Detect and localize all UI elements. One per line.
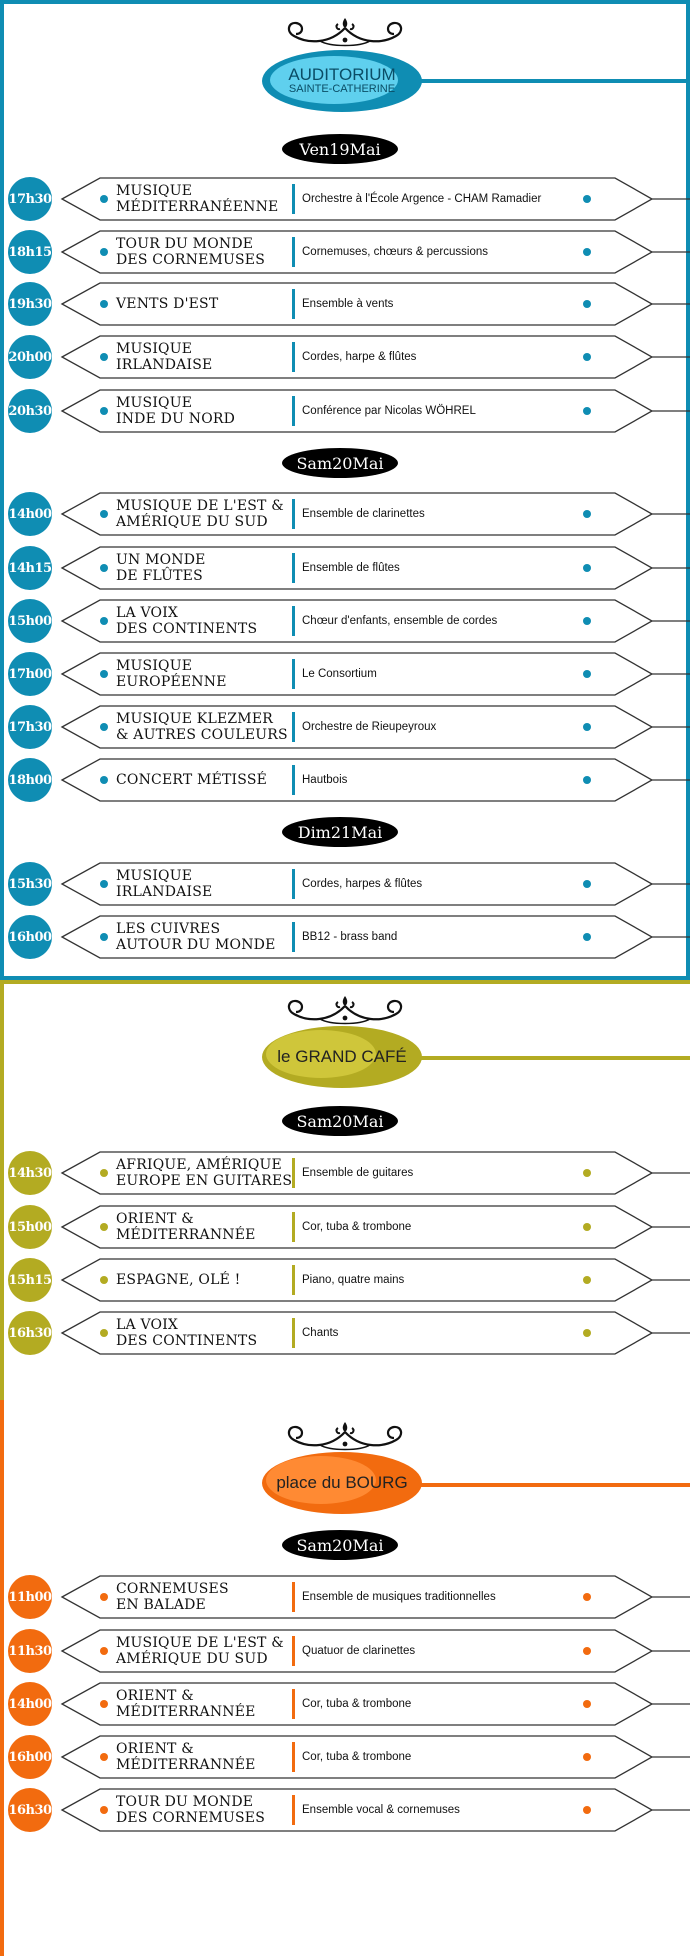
event-row [0, 1574, 690, 1620]
venue-line [380, 1056, 690, 1060]
day-label: Sam20Mai [282, 448, 398, 478]
venue-section [0, 1400, 690, 1956]
bullet-dot [100, 1169, 108, 1177]
bullet-dot [100, 407, 108, 415]
event-description: BB12 - brass band [302, 931, 398, 943]
event-title: ESPAGNE, OLÉ ! [116, 1272, 241, 1288]
event-description: Cor, tuba & trombone [302, 1221, 412, 1233]
bullet-dot [100, 617, 108, 625]
event-time: 20h30 [8, 389, 52, 433]
event-time: 15h30 [8, 862, 52, 906]
bullet-dot [583, 510, 591, 518]
event-description: Orchestre à l'École Argence - CHAM Ramadier [302, 193, 542, 205]
event-title: MUSIQUE MÉDITERRANÉENNE [116, 183, 279, 215]
separator [292, 289, 295, 319]
venue-name: AUDITORIUM [288, 65, 396, 85]
event-description: Quatuor de clarinettes [302, 1645, 416, 1657]
event-time: 15h00 [8, 599, 52, 643]
event-description: Cor, tuba & trombone [302, 1698, 412, 1710]
event-title: UN MONDE DE FLÛTES [116, 552, 206, 584]
venue-name: le GRAND CAFÉ [277, 1047, 407, 1067]
bullet-dot [100, 510, 108, 518]
separator [292, 606, 295, 636]
bullet-dot [100, 248, 108, 256]
bullet-dot [583, 617, 591, 625]
event-title: TOUR DU MONDE DES CORNEMUSES [116, 236, 266, 268]
event-row [0, 1310, 690, 1356]
event-time: 17h30 [8, 177, 52, 221]
bullet-dot [583, 564, 591, 572]
event-time: 19h30 [8, 282, 52, 326]
bullet-dot [583, 776, 591, 784]
ornament-icon [280, 992, 410, 1026]
bullet-dot [583, 1329, 591, 1337]
venue-frame [0, 1400, 4, 1956]
bullet-dot [583, 353, 591, 361]
event-time: 16h00 [8, 915, 52, 959]
bullet-dot [583, 407, 591, 415]
separator [292, 1795, 295, 1825]
event-title: AFRIQUE, AMÉRIQUE EUROPE EN GUITARES [116, 1157, 293, 1189]
event-description: Conférence par Nicolas WÖHREL [302, 405, 476, 417]
event-row [0, 229, 690, 275]
event-time: 20h00 [8, 335, 52, 379]
event-time: 14h00 [8, 1682, 52, 1726]
event-description: Chœur d'enfants, ensemble de cordes [302, 615, 498, 627]
venue-line [380, 1483, 690, 1487]
bullet-dot [100, 933, 108, 941]
separator [292, 922, 295, 952]
bullet-dot [100, 1593, 108, 1601]
bullet-dot [583, 1753, 591, 1761]
bullet-dot [100, 776, 108, 784]
separator [292, 396, 295, 426]
bullet-dot [100, 880, 108, 888]
event-row [0, 176, 690, 222]
separator [292, 765, 295, 795]
separator [292, 869, 295, 899]
bullet-dot [100, 1647, 108, 1655]
bullet-dot [583, 1593, 591, 1601]
event-row [0, 334, 690, 380]
bullet-dot [583, 1647, 591, 1655]
event-title: CONCERT MÉTISSÉ [116, 772, 268, 788]
event-title: ORIENT & MÉDITERRANNÉE [116, 1688, 256, 1720]
bullet-dot [100, 564, 108, 572]
separator [292, 1582, 295, 1612]
event-row [0, 1681, 690, 1727]
event-row [0, 1257, 690, 1303]
event-time: 15h00 [8, 1205, 52, 1249]
separator [292, 712, 295, 742]
event-row [0, 388, 690, 434]
event-description: Piano, quatre mains [302, 1274, 405, 1286]
event-row [0, 1628, 690, 1674]
event-title: MUSIQUE DE L'EST & AMÉRIQUE DU SUD [116, 1635, 284, 1667]
event-description: Cordes, harpes & flûtes [302, 878, 423, 890]
event-title: LA VOIX DES CONTINENTS [116, 1317, 258, 1349]
ornament-icon [280, 14, 410, 48]
event-title: LES CUIVRES AUTOUR DU MONDE [116, 921, 276, 953]
event-time: 16h30 [8, 1788, 52, 1832]
bullet-dot [583, 880, 591, 888]
bullet-dot [583, 933, 591, 941]
event-title: MUSIQUE KLEZMER & AUTRES COULEURS [116, 711, 288, 743]
bullet-dot [583, 670, 591, 678]
event-description: Cordes, harpe & flûtes [302, 351, 417, 363]
event-description: Hautbois [302, 774, 348, 786]
event-time: 14h30 [8, 1151, 52, 1195]
event-title: MUSIQUE IRLANDAISE [116, 868, 213, 900]
event-title: ORIENT & MÉDITERRANNÉE [116, 1211, 256, 1243]
venue-badge [262, 50, 422, 112]
event-time: 11h00 [8, 1575, 52, 1619]
separator [292, 1158, 295, 1188]
day-label: Sam20Mai [282, 1106, 398, 1136]
event-title: TOUR DU MONDE DES CORNEMUSES [116, 1794, 266, 1826]
bullet-dot [100, 1276, 108, 1284]
event-row [0, 281, 690, 327]
bullet-dot [583, 248, 591, 256]
event-row [0, 1734, 690, 1780]
event-row [0, 914, 690, 960]
event-title: MUSIQUE DE L'EST & AMÉRIQUE DU SUD [116, 498, 284, 530]
bullet-dot [583, 1223, 591, 1231]
event-row [0, 491, 690, 537]
bullet-dot [100, 1806, 108, 1814]
separator [292, 1689, 295, 1719]
separator [292, 1636, 295, 1666]
bullet-dot [583, 195, 591, 203]
event-description: Ensemble de musiques traditionnelles [302, 1591, 496, 1603]
event-time: 11h30 [8, 1629, 52, 1673]
event-time: 17h30 [8, 705, 52, 749]
bullet-dot [100, 195, 108, 203]
event-row [0, 598, 690, 644]
bullet-dot [100, 723, 108, 731]
event-description: Ensemble vocal & cornemuses [302, 1804, 460, 1816]
bullet-dot [583, 1700, 591, 1708]
venue-badge [262, 1452, 422, 1514]
event-row [0, 1787, 690, 1833]
event-time: 14h00 [8, 492, 52, 536]
event-time: 18h00 [8, 758, 52, 802]
separator [292, 342, 295, 372]
bullet-dot [100, 1753, 108, 1761]
bullet-dot [100, 670, 108, 678]
event-description: Le Consortium [302, 668, 377, 680]
event-description: Ensemble de clarinettes [302, 508, 425, 520]
separator [292, 1318, 295, 1348]
event-time: 17h00 [8, 652, 52, 696]
venue-section [0, 980, 690, 1400]
event-description: Cor, tuba & trombone [302, 1751, 412, 1763]
day-label: Ven19Mai [282, 134, 398, 164]
event-time: 16h00 [8, 1735, 52, 1779]
bullet-dot [100, 353, 108, 361]
bullet-dot [100, 1700, 108, 1708]
venue-line [380, 79, 690, 83]
separator [292, 1265, 295, 1295]
event-description: Ensemble de flûtes [302, 562, 400, 574]
bullet-dot [583, 723, 591, 731]
venue-name-line2: SAINTE-CATHERINE [288, 83, 396, 96]
bullet-dot [583, 1276, 591, 1284]
event-title: CORNEMUSES EN BALADE [116, 1581, 229, 1613]
bullet-dot [583, 1169, 591, 1177]
event-row [0, 651, 690, 697]
event-title: MUSIQUE IRLANDAISE [116, 341, 213, 373]
venue-name: place du BOURG [276, 1473, 408, 1493]
event-row [0, 704, 690, 750]
separator [292, 659, 295, 689]
event-time: 15h15 [8, 1258, 52, 1302]
separator [292, 1212, 295, 1242]
event-description: Chants [302, 1327, 339, 1339]
event-row [0, 1150, 690, 1196]
event-description: Orchestre de Rieupeyroux [302, 721, 437, 733]
event-description: Ensemble de guitares [302, 1167, 414, 1179]
separator [292, 1742, 295, 1772]
bullet-dot [100, 300, 108, 308]
day-label: Sam20Mai [282, 1530, 398, 1560]
day-label: Dim21Mai [282, 817, 398, 847]
bullet-dot [583, 300, 591, 308]
event-row [0, 545, 690, 591]
event-title: MUSIQUE EUROPÉENNE [116, 658, 227, 690]
event-description: Cornemuses, chœurs & percussions [302, 246, 488, 258]
event-title: VENTS D'EST [116, 296, 219, 312]
separator [292, 237, 295, 267]
ornament-icon [280, 1418, 410, 1452]
event-row [0, 757, 690, 803]
event-title: MUSIQUE INDE DU NORD [116, 395, 236, 427]
event-time: 16h30 [8, 1311, 52, 1355]
separator [292, 184, 295, 214]
event-description: Ensemble à vents [302, 298, 394, 310]
event-row [0, 1204, 690, 1250]
separator [292, 499, 295, 529]
separator [292, 553, 295, 583]
event-row [0, 861, 690, 907]
venue-badge [262, 1026, 422, 1088]
event-title: ORIENT & MÉDITERRANNÉE [116, 1741, 256, 1773]
bullet-dot [100, 1329, 108, 1337]
event-time: 18h15 [8, 230, 52, 274]
event-time: 14h15 [8, 546, 52, 590]
bullet-dot [583, 1806, 591, 1814]
bullet-dot [100, 1223, 108, 1231]
event-title: LA VOIX DES CONTINENTS [116, 605, 258, 637]
